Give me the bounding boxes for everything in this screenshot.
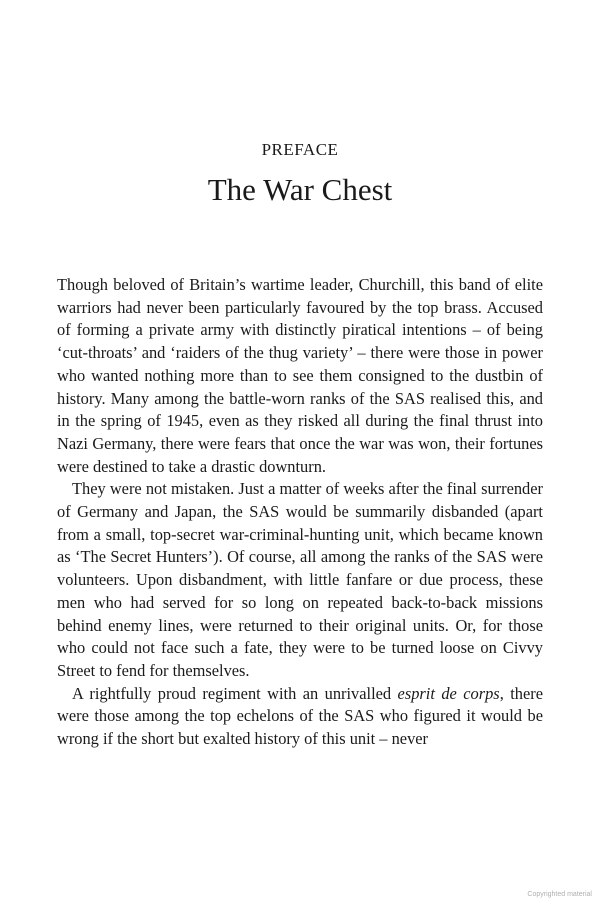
paragraph-1: Though beloved of Britain’s wartime leader, Churchill, this band of elite warriors had never been particularly favoured by the top brass. Accused of forming a private army with distinctly piratical intentions – of being ‘cut-throats’ and ‘raiders of the thug variety’ – there were those in power who wanted nothing more than to see them consigned to the dustbin of history. Many among the battle-worn ranks of the SAS realised this, and in the spring of 1945, even as they risked all during the final thrust into Nazi Germany, there were fears that once the war was won, their fortunes were destined to take a drastic downturn. xyxy=(57,275,543,476)
section-label: PREFACE xyxy=(261,140,339,159)
chapter-title: The War Chest xyxy=(207,172,393,207)
body-text xyxy=(57,274,543,751)
paragraph-3-italic: esprit de corps xyxy=(397,683,500,703)
paragraph-3-end: , there were those among the top echelons of the SAS who figured it would be wrong if the short but exalted history of this unit – never xyxy=(57,683,543,749)
copyright-watermark: Copyrighted material xyxy=(527,891,592,898)
paragraph-3-start: A rightfully proud regiment with an unrivalled xyxy=(72,683,398,703)
paragraph-2: They were not mistaken. Just a matter of weeks after the final surrender of Germany and Japan, the SAS would be summarily disbanded (apart from a small, top-secret war-criminal-hunting unit, which became known as ‘The Secret Hunters’). Of course, all among the ranks of the SAS were volunteers. Upon disbandment, with little fanfare or due process, these men who had served for so long on repeated back-to-back missions behind enemy lines, were returned to their original units. Or, for those who could not face such a fate, they were to be turned loose on Civvy Street to fend for themselves. xyxy=(57,479,543,680)
paragraph-3 xyxy=(57,683,543,751)
